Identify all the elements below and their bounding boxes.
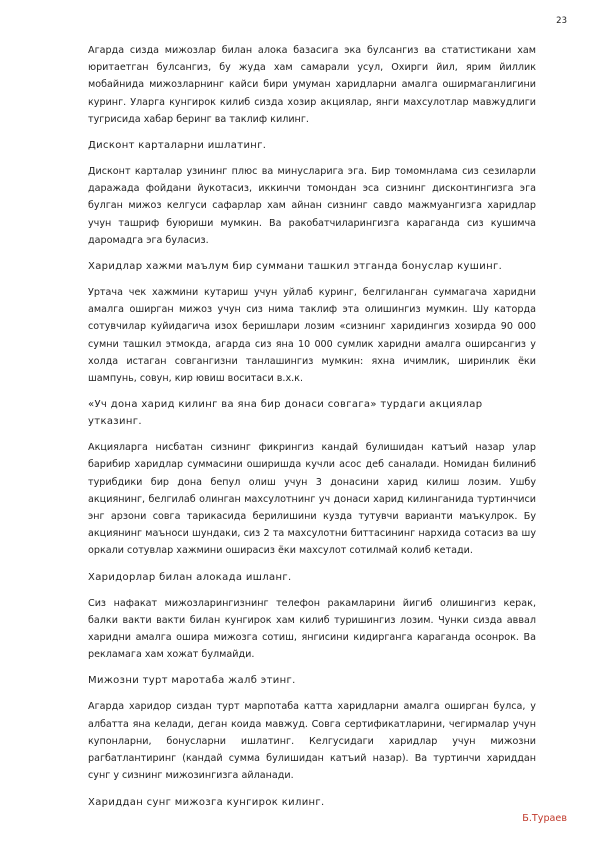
section-paragraph-discount-cards: Дисконт карталар узининг плюс ва минусларига эга. Бир томомнлама сиз сезиларли даражада фойдани йукотасиз, иккинчи томондан эса сизнинг дисконтингизга эга булган мижоз келгуси сафарлар хам айнан сизнинг савдо мажмуангизга харидлар учун ташриф буюриши мумкин. Ва ракобатчиларингизга караганда сиз кушимча даромадга эга буласиз. [88,166,536,246]
intro-paragraph: Агарда сизда мижозлар билан алока базасига эка булсангиз ва статистикани хам юритаетган булсангиз, бу жуда хам самарали усул, Охирги йил, ярим йиллик мобайнида мижозларнинг кайси бири умуман харидларни амалга оширмаганлигини куринг. Уларга кунгирок килиб сизда хозир акциялар, янги махсулотлар мавжудлиги тугрисида хабар беринг ва таклиф килинг. [88,45,536,125]
section-heading-attract-four-times: Мижозни турт маротаба жалб этинг. [88,675,296,687]
section-heading-discount-cards: Дисконт карталарни ишлатинг. [88,140,267,152]
section-heading-bonuses: Харидлар хажми маълум бир суммани ташкил этганда бонуслар кушинг. [88,261,503,273]
document-body [88,42,536,820]
section-heading-call-after-purchase: Хариддан сунг мижозга кунгирок килинг. [88,796,325,808]
section-paragraph-customer-contact: Сиз нафакат мижозларингизнинг телефон ракамларини йигиб олишингиз керак, балки вакти вакти билан кунгирок хам килиб туришингиз лозим. Чунки сизда аввал харидни амалга ошира мижозга сотиш, янгисини кидирганга караганда осонрок. Ва рекламага хам хожат булмайди. [88,597,536,661]
section-paragraph-attract-four-times: Агарда харидор сиздан турт марпотаба катта харидларни амалга оширган булса, у албатта яна келади, деган коида мавжуд. Совга сертификатларини, чегирмалар учун купонларни, бонусларни ишлатинг. Келгусидаги харидлар учун мижозни рагбатлантиринг (кандай сумма булишидан катъий назар). Ва туртинчи хариддан сунг у сизнинг мижозингизга айланади. [88,701,536,782]
author-name: Б.Тураев [522,813,567,824]
page-number: 23 [556,16,567,26]
section-paragraph-bonuses: Уртача чек хажмини кутариш учун уйлаб куринг, белгиланган суммагача харидни амалга оширган мижоз учун сиз нима таклиф эта олишингиз мумкин. Шу каторда сотувчилар куйидагича изох беришлари лозим «сизнинг харидингиз хозирда 90 000 сумни ташкил этмокда, агарда сиз яна 10 000 сумлик харидни амалга оширсангиз у холда истаган совгангизни танлашингиз мумкин: яхна ичимлик, ширинлик ёки шампунь, совун, кир ювиш воситаси в.х.к. [88,287,536,385]
section-paragraph-three-for-gift: Акцияларга нисбатан сизнинг фикрингиз кандай булишидан катъий назар улар барибир харидлар суммасини оширишда кучли асос деб саналади. Номидан билиниб турибдики бир дона бепул олиш учун 3 донасини харид килиш лозим. Ушбу акциянинг, белгилаб олинган махсулотнинг уч донаси харид килинганида туртинчиси энг арзони совга тарикасида берилишини кузда тутувчи варианти маъкулрок. Бу акциянинг маъноси шундаки, сиз 2 та махсулотни биттасининг нархида сотасиз ва шу оркали сотувлар хажмини оширасиз ёки махсулот сотилмай колиб кетади. [88,442,536,557]
section-heading-three-for-gift: «Уч дона харид килинг ва яна бир донаси совгага» турдаги акциялар утказинг. [88,399,483,428]
section-heading-customer-contact: Харидорлар билан алокада ишланг. [88,571,292,583]
